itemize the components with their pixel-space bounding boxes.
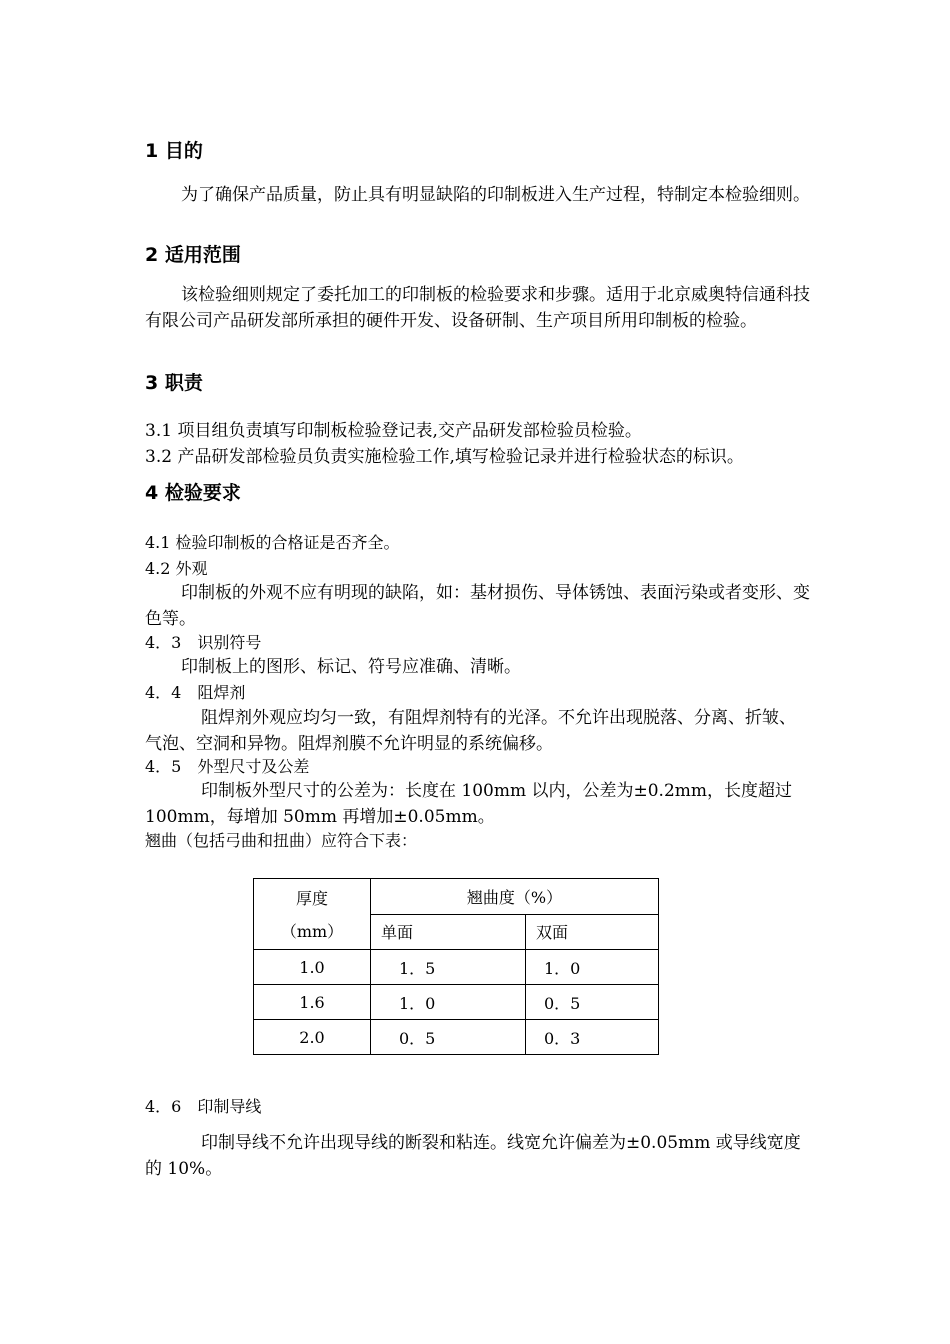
section-3-heading: 3 职责 xyxy=(145,372,203,394)
single-value-cell: 0．5 xyxy=(371,1020,526,1055)
thickness-cell: 2.0 xyxy=(254,1020,371,1055)
double-value-cell: 1．0 xyxy=(526,950,659,985)
single-value-cell: 1．5 xyxy=(371,950,526,985)
single-value-cell: 1．0 xyxy=(371,985,526,1020)
req-4-4-title: 4．4 阻焊剂 xyxy=(145,683,246,702)
double-side-header: 双面 xyxy=(526,914,659,950)
req-4-5-note: 翘曲（包括弓曲和扭曲）应符合下表： xyxy=(145,831,418,850)
section-2-paragraph: 该检验细则规定了委托加工的印制板的检验要求和步骤。适用于北京威奥特信通科技有限公司产品研发部所承担的硬件开发、设备研制、生产项目所用印制板的检验。 xyxy=(145,285,810,331)
req-4-1: 4.1 检验印制板的合格证是否齐全。 xyxy=(145,533,400,552)
warpage-table xyxy=(253,878,659,1055)
table-header-row xyxy=(254,879,659,915)
req-4-3-title: 4．3 识别符号 xyxy=(145,633,262,652)
table-row xyxy=(254,1020,659,1055)
req-4-6-title: 4．6 印制导线 xyxy=(145,1097,262,1116)
section-4-heading: 4 检验要求 xyxy=(145,482,241,504)
thickness-cell: 1.0 xyxy=(254,950,371,985)
req-4-4-text: 阻焊剂外观应均匀一致，有阻焊剂特有的光泽。不允许出现脱落、分离、折皱、气泡、空洞和异物。阻焊剂膜不允许明显的系统偏移。 xyxy=(145,708,796,754)
double-value-cell: 0．3 xyxy=(526,1020,659,1055)
double-value-cell: 0．5 xyxy=(526,985,659,1020)
section-3-item-2: 3.2 产品研发部检验员负责实施检验工作,填写检验记录并进行检验状态的标识。 xyxy=(145,447,744,467)
req-4-6-text: 印制导线不允许出现导线的断裂和粘连。线宽允许偏差为±0.05mm 或导线宽度的 10%。 xyxy=(145,1133,801,1179)
req-4-2-text: 印制板的外观不应有明现的缺陷，如：基材损伤、导体锈蚀、表面污染或者变形、变色等。 xyxy=(145,583,810,629)
thickness-unit: （mm） xyxy=(280,922,344,941)
single-side-header: 单面 xyxy=(371,914,526,950)
req-4-5-text: 印制板外型尺寸的公差为：长度在 100mm 以内，公差为±0.2mm，长度超过 100mm，每增加 50mm 再增加±0.05mm。 xyxy=(145,781,793,827)
table-row xyxy=(254,950,659,985)
section-1-paragraph: 为了确保产品质量，防止具有明显缺陷的印制板进入生产过程，特制定本检验细则。 xyxy=(181,185,810,205)
thickness-header-cell xyxy=(254,879,371,950)
section-2-heading: 2 适用范围 xyxy=(145,244,241,266)
section-3-item-1: 3.1 项目组负责填写印制板检验登记表,交产品研发部检验员检验。 xyxy=(145,421,642,441)
req-4-3-text: 印制板上的图形、标记、符号应准确、清晰。 xyxy=(181,657,521,677)
section-1-heading: 1 目的 xyxy=(145,140,203,162)
warp-header: 翘曲度（%） xyxy=(371,879,659,915)
thickness-header: 厚度 xyxy=(295,889,328,908)
table-row xyxy=(254,985,659,1020)
req-4-5-title: 4．5 外型尺寸及公差 xyxy=(145,757,310,776)
req-4-2-title: 4.2 外观 xyxy=(145,559,208,578)
thickness-cell: 1.6 xyxy=(254,985,371,1020)
